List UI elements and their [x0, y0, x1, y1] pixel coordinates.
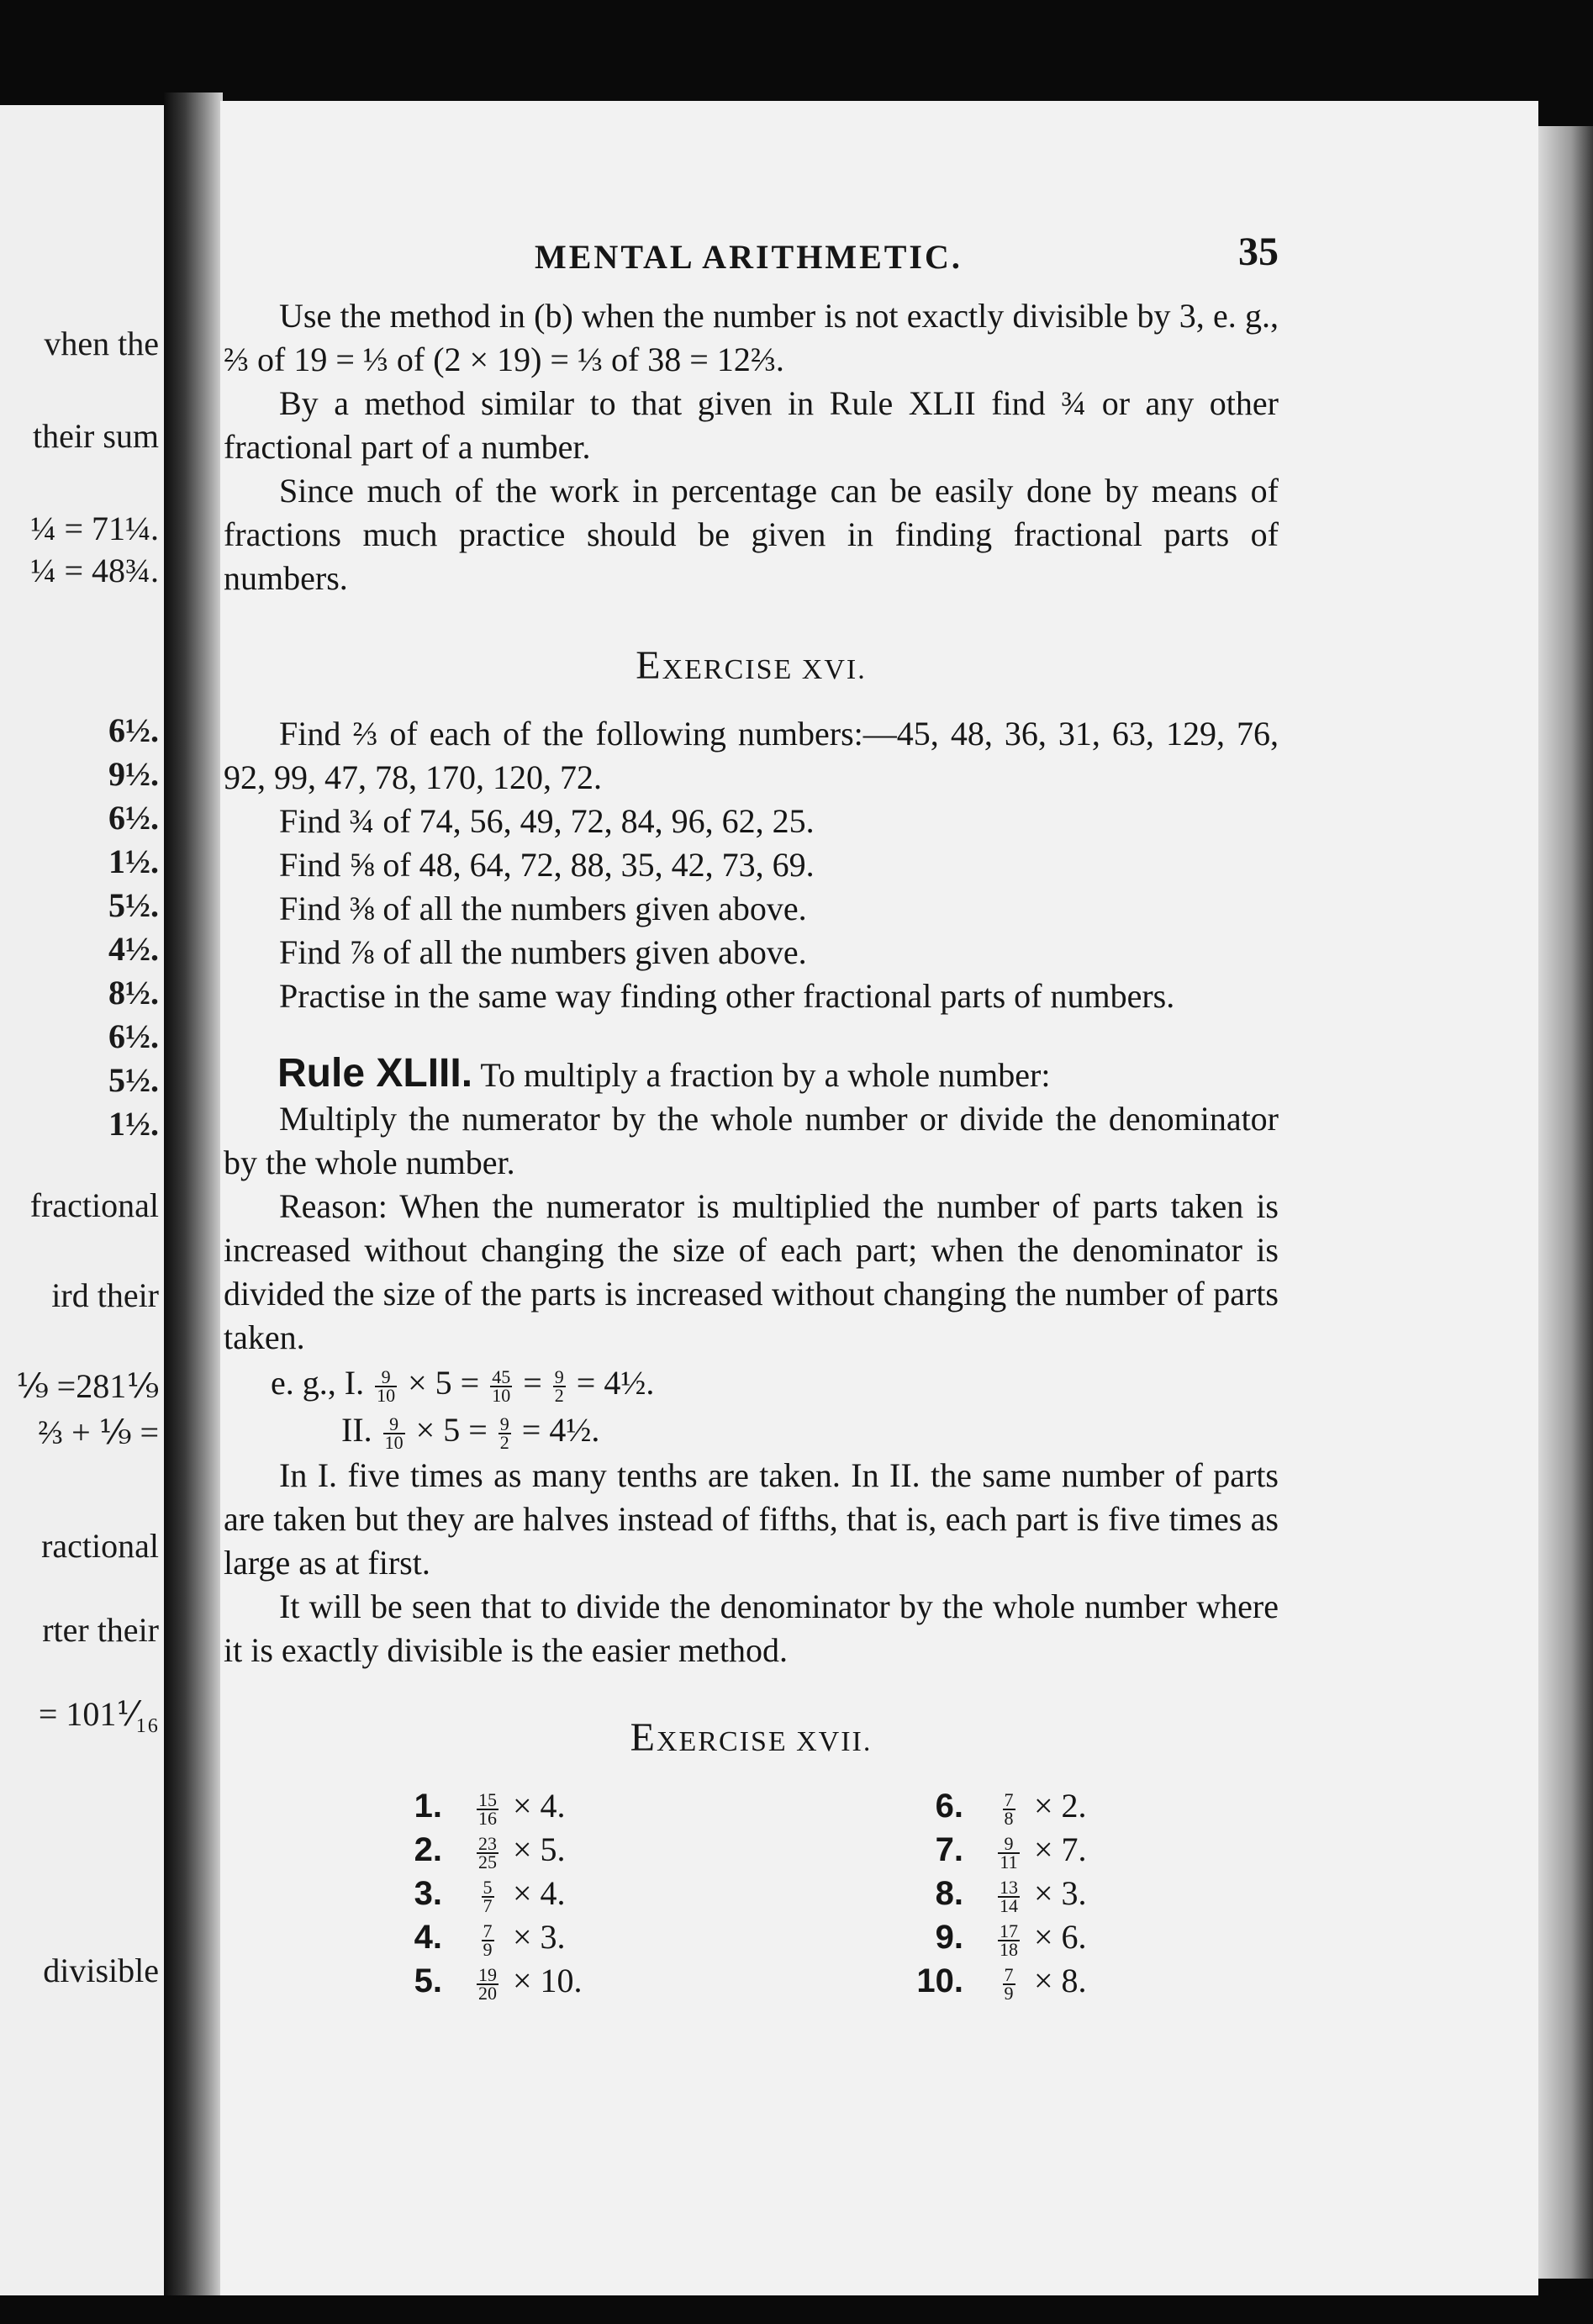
fragment-text: 6½.: [108, 799, 159, 837]
fraction: $\frac{5}{7}$: [483, 1876, 493, 1916]
fraction: $\frac{15}{16}$: [478, 1788, 497, 1829]
problem-operation: × 5.: [513, 1830, 566, 1868]
problem-operation: × 4.: [513, 1874, 566, 1912]
page-number: 35: [1238, 230, 1279, 274]
exercise-line: Find ¾ of 74, 56, 49, 72, 84, 96, 62, 25.: [279, 802, 815, 840]
example-prefix: e. g., I.: [271, 1364, 365, 1402]
problem-number: 8.: [935, 1875, 963, 1912]
exercise-line: Find ⅞ of all the numbers given above.: [279, 933, 807, 971]
problem-operation: × 3.: [513, 1918, 566, 1956]
exercise-line: Find ⅝ of 48, 64, 72, 88, 35, 42, 73, 69.: [279, 846, 815, 884]
problem-grid: [224, 1784, 1279, 2003]
paragraph: By a method similar to that given in Rule XLII find ¾ or any other fractional part of a number.: [224, 384, 1279, 466]
fragment-text: ¼ = 48¾.: [30, 552, 159, 589]
exercise-line: Practise in the same way finding other fractional parts of numbers.: [279, 977, 1175, 1015]
fraction: $\frac{19}{20}$: [478, 1963, 497, 2004]
fragment-text: = 101⅟₁₆: [38, 1695, 159, 1733]
example-text: = 4½.: [576, 1364, 655, 1402]
exercise-problem: [392, 1959, 583, 2003]
fraction: $\frac{9}{10}$: [384, 1413, 404, 1453]
fraction: $\frac{7}{9}$: [483, 1920, 493, 1960]
fragment-text: 8½.: [108, 974, 159, 1011]
fragment-text: 6½.: [108, 711, 159, 749]
fraction: $\frac{17}{18}$: [1000, 1920, 1018, 1960]
fraction: $\frac{23}{25}$: [478, 1832, 497, 1872]
page-edge-shadow: [1538, 126, 1593, 2279]
fraction: $\frac{9}{11}$: [1000, 1832, 1018, 1872]
example-text: × 5 =: [415, 1411, 488, 1449]
heading-rest: XERCISE XVI.: [662, 654, 867, 685]
book-binding-gutter: [164, 92, 223, 2295]
rule-label: Rule XLIII.: [277, 1051, 473, 1096]
fragment-text: 1½.: [108, 842, 159, 880]
example-line-2: [224, 1407, 1279, 1454]
problem-number: 2.: [414, 1831, 442, 1868]
paragraph: In I. five times as many tenths are taken. In II. the same number of parts are taken but they are halves instead of fifths, that is, each part is five times as large as at first.: [224, 1456, 1279, 1582]
fragment-text: divisible: [43, 1952, 159, 1989]
exercise-heading: [224, 1714, 1279, 1761]
fragment-text: their sum: [33, 417, 159, 455]
paragraph: Use the method in (b) when the number is not exactly divisible by 3, e. g., ⅔ of 19 = ⅓ of (2 × 19) = ⅓ of 38 = 12⅔.: [224, 297, 1279, 378]
problem-number: 4.: [414, 1919, 442, 1956]
exercise-problem: [913, 1959, 1087, 2003]
paragraph: It will be seen that to divide the denominator by the whole number where it is exactly divisible is the easier method.: [224, 1587, 1279, 1669]
exercise-problem: [392, 1872, 566, 1915]
problem-operation: × 8.: [1034, 1962, 1087, 1999]
fraction: $\frac{7}{8}$: [1004, 1788, 1014, 1829]
fragment-text: ⅑ =281⅑: [15, 1367, 159, 1405]
fragment-text: ird their: [51, 1276, 159, 1314]
fraction: $\frac{7}{9}$: [1004, 1963, 1014, 2004]
fraction: $\frac{13}{14}$: [1000, 1876, 1018, 1916]
example-text: × 5 =: [408, 1364, 480, 1402]
fragment-text: rter their: [42, 1611, 159, 1649]
running-title: MENTAL ARITHMETIC.: [535, 238, 963, 276]
example-prefix: II.: [341, 1411, 372, 1449]
fraction: $\frac{9}{2}$: [554, 1365, 564, 1406]
heading-initial: E: [636, 643, 662, 688]
rule-method: Multiply the numerator by the whole number or divide the denominator by the whole number.: [224, 1100, 1279, 1181]
exercise-problem: [913, 1828, 1087, 1872]
problem-operation: × 2.: [1034, 1787, 1087, 1825]
example-text: =: [523, 1364, 542, 1402]
problem-number: 7.: [935, 1831, 963, 1868]
fragment-text: ¼ = 71¼.: [30, 510, 159, 547]
example-text: = 4½.: [521, 1411, 600, 1449]
fragment-text: 5½.: [108, 886, 159, 924]
problem-number: 3.: [414, 1875, 442, 1912]
problem-number: 6.: [935, 1788, 963, 1825]
problem-number: 5.: [414, 1962, 442, 1999]
problem-operation: × 4.: [513, 1787, 566, 1825]
paragraph: Since much of the work in percentage can be easily done by means of fractions much practice should be given in finding fractional parts of numbers.: [224, 472, 1279, 597]
exercise-problem: [392, 1828, 566, 1872]
fragment-text: 1½.: [108, 1105, 159, 1143]
exercise-problem: [913, 1915, 1087, 1959]
rule-statement: [224, 1052, 1279, 1097]
previous-page-fragment: [0, 105, 164, 2295]
fragment-text: fractional: [29, 1186, 159, 1224]
exercise-problem: [392, 1784, 566, 1828]
page-content: [224, 230, 1279, 2004]
exercise-heading: [224, 642, 1279, 689]
problem-number: 10.: [916, 1962, 963, 1999]
exercise-line: Find ⅜ of all the numbers given above.: [279, 890, 807, 927]
example-line-1: [224, 1360, 1279, 1407]
fraction: $\frac{9}{2}$: [499, 1413, 509, 1453]
problem-operation: × 10.: [513, 1962, 583, 1999]
exercise-problem: [913, 1872, 1087, 1915]
exercise-problem: [392, 1915, 566, 1959]
heading-initial: E: [630, 1715, 657, 1760]
problem-number: 9.: [935, 1919, 963, 1956]
exercise-line: Find ⅔ of each of the following numbers:—45, 48, 36, 31, 63, 129, 76, 92, 99, 47, 78, 170, 120, 72.: [224, 715, 1279, 796]
rule-reason: Reason: When the numerator is multiplied the number of parts taken is increased without changing the size of each part; when the denominator is divided the size of the parts is increased without changing the number of parts taken.: [224, 1187, 1279, 1356]
fraction: $\frac{9}{10}$: [377, 1365, 396, 1406]
problem-operation: × 7.: [1034, 1830, 1087, 1868]
problem-operation: × 6.: [1034, 1918, 1087, 1956]
fragment-text: ⅔ + ⅑ =: [38, 1413, 159, 1451]
running-header: [224, 230, 1279, 294]
fragment-text: ractional: [41, 1527, 159, 1565]
problem-number: 1.: [414, 1788, 442, 1825]
fragment-text: 6½.: [108, 1017, 159, 1055]
fragment-text: 9½.: [108, 755, 159, 793]
worked-example: [224, 1360, 1279, 1454]
fraction: $\frac{45}{10}$: [492, 1365, 511, 1406]
fragment-text: vhen the: [44, 325, 159, 362]
heading-rest: XERCISE XVII.: [656, 1726, 873, 1757]
problem-operation: × 3.: [1034, 1874, 1087, 1912]
fragment-text: 5½.: [108, 1061, 159, 1099]
fragment-text: 4½.: [108, 930, 159, 968]
rule-text: To multiply a fraction by a whole number:: [480, 1056, 1051, 1094]
exercise-problem: [913, 1784, 1087, 1828]
